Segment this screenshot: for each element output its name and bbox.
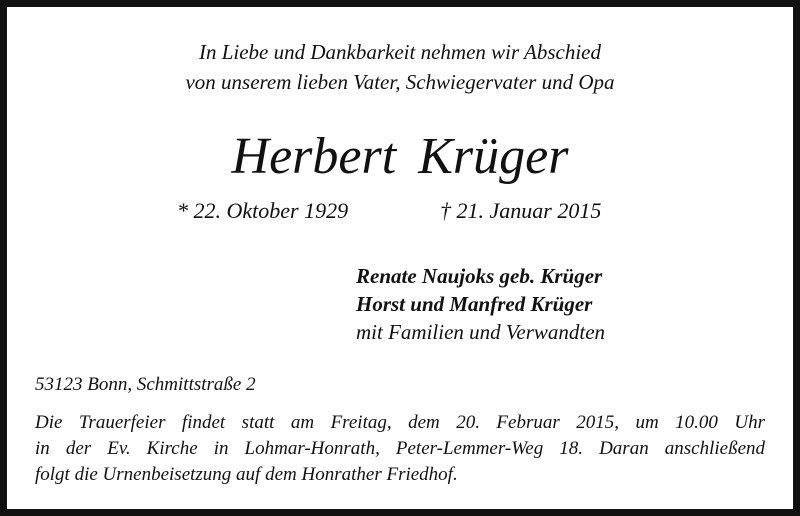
death-date: † 21. Januar 2015 xyxy=(440,198,602,223)
mourner-line: Horst und Manfred Krüger xyxy=(356,292,593,316)
funeral-line: folgt die Urnenbeisetzung auf dem Honrather Friedhof. xyxy=(35,464,458,485)
mourner-line: mit Familien und Verwandten xyxy=(356,320,606,344)
intro-line: In Liebe und Dankbarkeit nehmen wir Abschied xyxy=(198,40,602,64)
funeral-line: Die Trauerfeier findet statt am Freitag, dem 20. Februar 2015, um 10.00 Uhr xyxy=(35,412,765,433)
mourner-line: Renate Naujoks geb. Krüger xyxy=(356,264,603,288)
funeral-line: in der Ev. Kirche in Lohmar-Honrath, Peter-Lemmer-Weg 18. Daran anschließend xyxy=(35,438,765,459)
mourners-list xyxy=(356,262,605,346)
family-address: 53123 Bonn, Schmittstraße 2 xyxy=(35,374,256,395)
intro-text xyxy=(7,37,793,97)
last-name: Krüger xyxy=(418,128,569,185)
funeral-details xyxy=(35,410,765,488)
intro-line: von unserem lieben Vater, Schwiegervater und Opa xyxy=(185,70,615,94)
deceased-name xyxy=(7,127,793,187)
birth-date: * 22. Oktober 1929 xyxy=(177,198,349,223)
first-name: Herbert xyxy=(231,128,397,185)
